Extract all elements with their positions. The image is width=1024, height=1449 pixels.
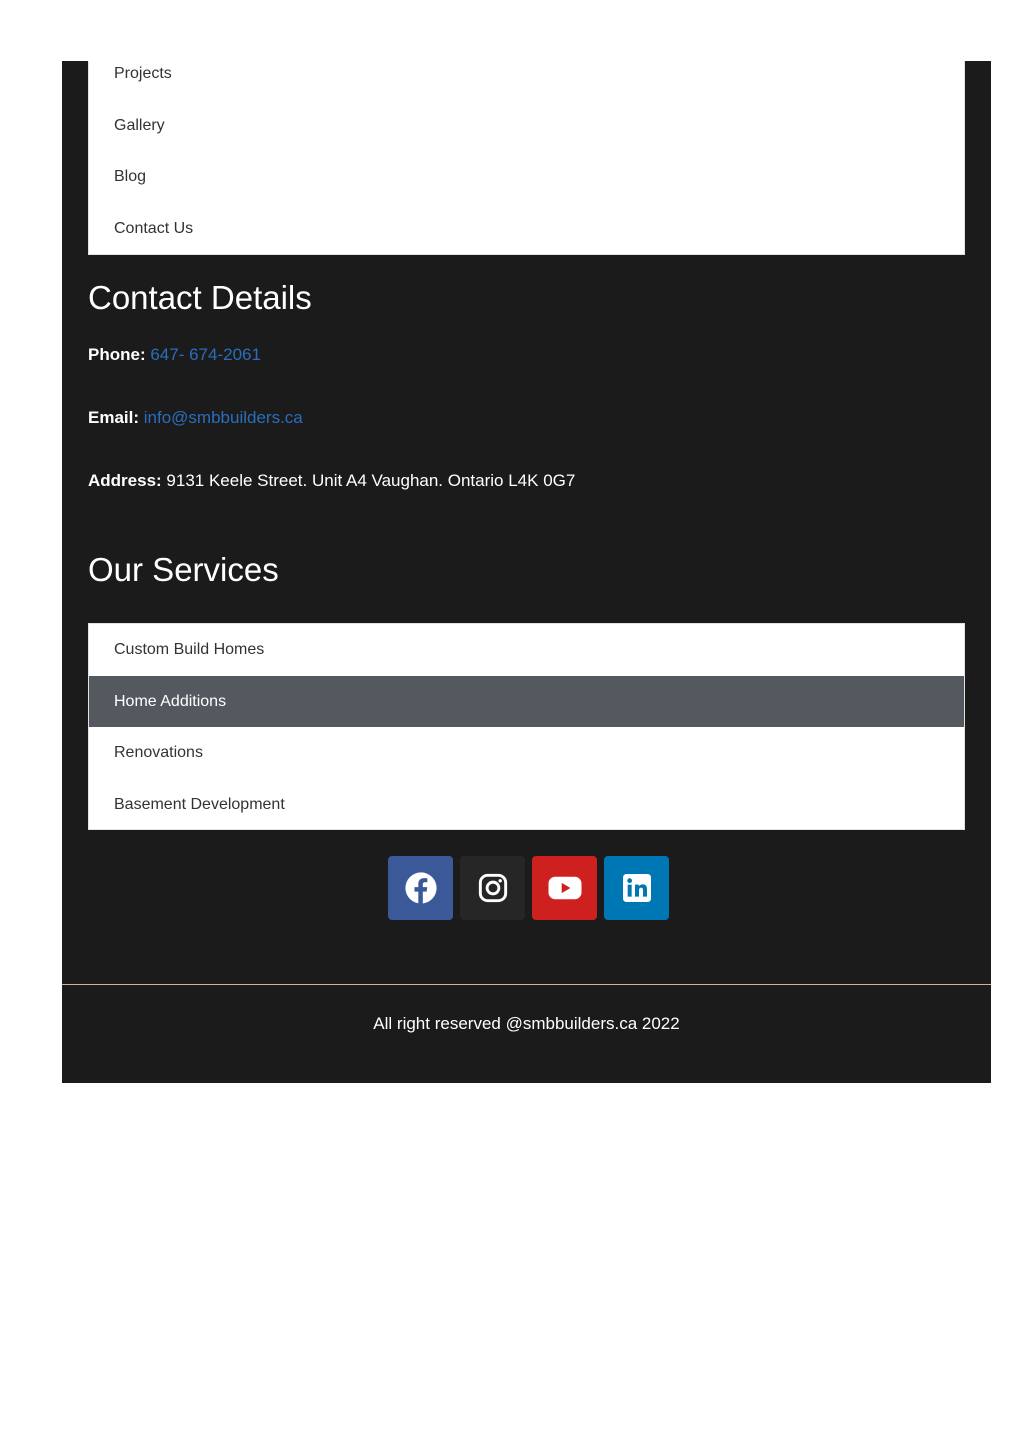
youtube-icon	[547, 870, 583, 906]
service-item-basement-development[interactable]: Basement Development	[114, 795, 285, 813]
address-line	[88, 471, 575, 491]
menu-item-gallery[interactable]: Gallery	[114, 116, 165, 134]
service-item-renovations[interactable]: Renovations	[114, 744, 203, 762]
service-item-custom-build-homes[interactable]: Custom Build Homes	[114, 641, 265, 658]
our-services-heading: Our Services	[88, 551, 279, 588]
phone-line	[88, 345, 261, 365]
menu-item-projects[interactable]: Projects	[114, 65, 172, 82]
service-item-home-additions[interactable]: Home Additions	[89, 676, 964, 728]
instagram-icon	[477, 872, 509, 904]
facebook-button[interactable]	[388, 856, 453, 920]
address-value: 9131 Keele Street. Unit A4 Vaughan. Ontario L4K 0G7	[166, 471, 576, 490]
linkedin-icon	[621, 872, 653, 904]
footer-nav-menu	[88, 61, 965, 255]
instagram-button[interactable]	[460, 856, 525, 920]
services-menu	[88, 623, 965, 830]
footer-divider	[62, 984, 991, 985]
contact-details-heading: Contact Details	[88, 279, 312, 316]
youtube-button[interactable]	[532, 856, 597, 920]
copyright-text: All right reserved @smbbuilders.ca 2022	[373, 1014, 680, 1033]
phone-link[interactable]: 647- 674-2061	[150, 345, 261, 364]
email-label: Email:	[88, 408, 140, 427]
menu-item-blog[interactable]: Blog	[114, 168, 147, 186]
phone-label: Phone:	[88, 345, 146, 364]
linkedin-button[interactable]	[604, 856, 669, 920]
social-links	[388, 856, 669, 920]
address-label: Address:	[88, 471, 162, 490]
site-footer	[62, 61, 991, 1083]
email-link[interactable]: info@smbbuilders.ca	[143, 408, 303, 427]
menu-item-contact-us[interactable]: Contact Us	[114, 219, 194, 237]
email-line	[88, 408, 303, 428]
facebook-icon	[404, 871, 438, 905]
